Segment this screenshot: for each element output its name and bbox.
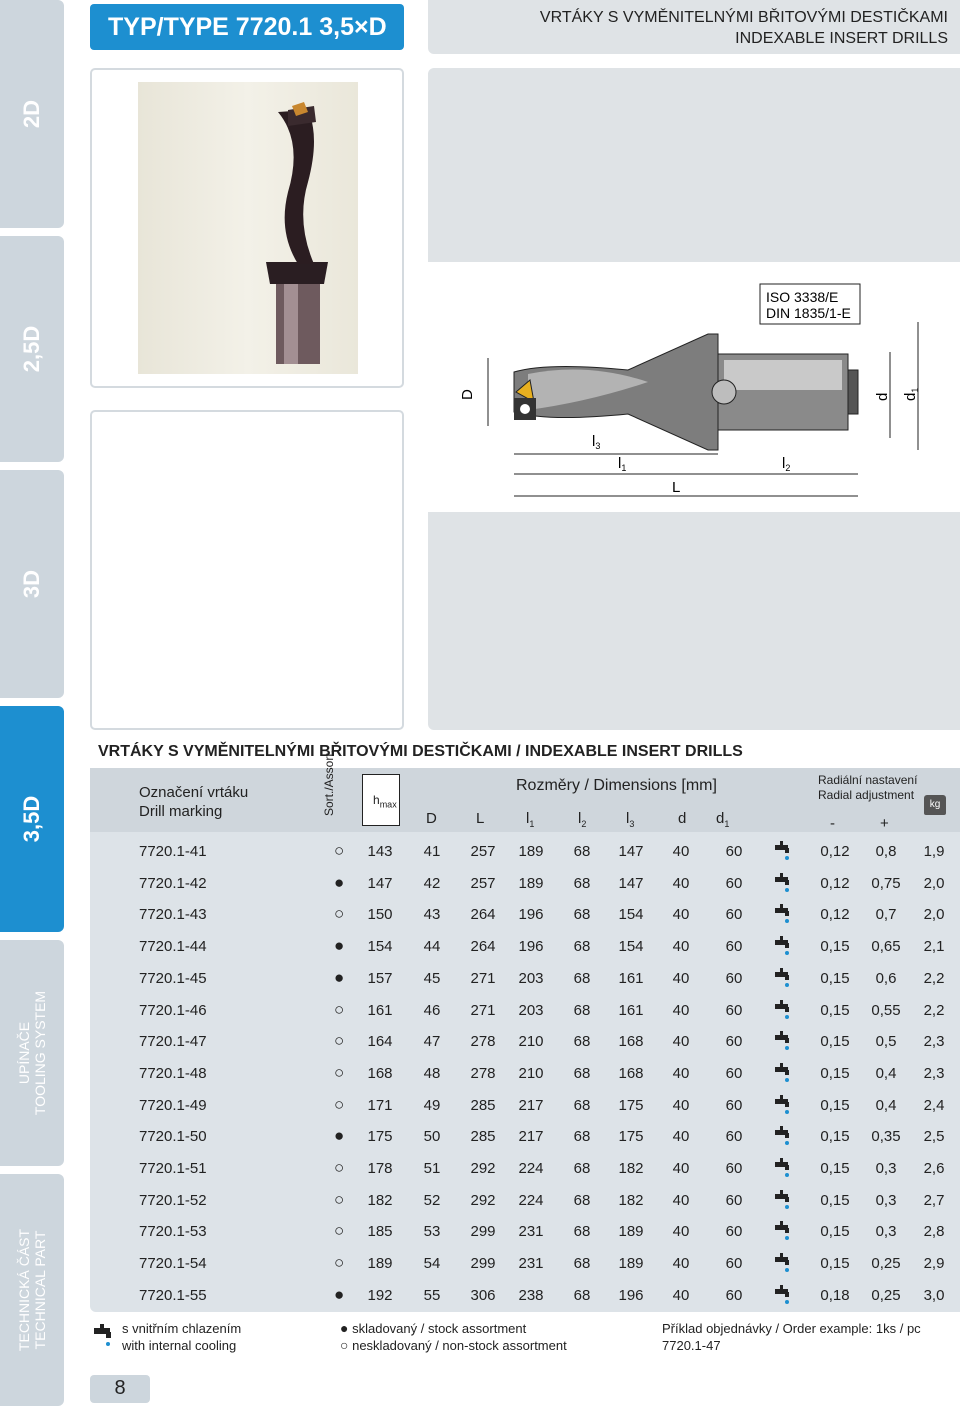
side-tab-3d[interactable]: [0, 470, 64, 698]
drill-marking: 7720.1-50: [139, 1128, 207, 1146]
cell-l3: 189: [618, 1223, 644, 1241]
cell-d1: 60: [725, 1001, 743, 1019]
header-l2: $l_2$: [578, 810, 587, 829]
cell-kg: 2,1: [923, 938, 945, 956]
table-row: [90, 1058, 960, 1090]
cell-D: 55: [423, 1286, 441, 1304]
cell-L: 285: [470, 1096, 496, 1114]
cell-minus: 0,15: [820, 1001, 850, 1019]
nonstock-circle-icon: ○: [334, 999, 345, 1019]
drill-marking: 7720.1-45: [139, 969, 207, 987]
cell-l1: 189: [518, 843, 544, 860]
kg-icon: kg: [924, 795, 946, 815]
cell-l3: 175: [618, 1096, 644, 1114]
cell-d1: 60: [725, 938, 743, 956]
cell-L: 271: [470, 1001, 496, 1019]
dimensions-title: Rozměry / Dimensions [mm]: [516, 777, 717, 794]
cell-h: 143: [367, 843, 393, 860]
cell-d1: 60: [725, 1160, 743, 1177]
cell-l2: 68: [573, 1033, 591, 1051]
cell-plus: 0,25: [871, 1255, 901, 1273]
coolant-tap-icon: [774, 1284, 794, 1310]
cell-d: 40: [672, 1286, 690, 1304]
drill-marking: 7720.1-55: [139, 1286, 207, 1304]
cell-D: 53: [423, 1223, 441, 1241]
cell-l1: 217: [518, 1096, 544, 1114]
cell-l1: 203: [518, 969, 544, 987]
iso-line2: DIN 1835/1-E: [766, 305, 851, 321]
drill-marking: 7720.1-49: [139, 1096, 207, 1114]
cell-h: 171: [367, 1096, 393, 1114]
page-number: 8: [90, 1375, 150, 1403]
cell-L: 299: [470, 1255, 496, 1273]
col-marking-en: Drill marking: [139, 803, 223, 820]
cell-plus: 0,4: [875, 1064, 897, 1082]
table-row: [90, 1121, 960, 1153]
nonstock-circle-icon: ○: [334, 1189, 345, 1209]
cell-h: 178: [367, 1160, 393, 1177]
header-caption-en: INDEXABLE INSERT DRILLS: [735, 30, 948, 47]
cell-L: 292: [470, 1160, 496, 1177]
drill-marking: 7720.1-54: [139, 1255, 207, 1273]
cell-D: 50: [423, 1128, 441, 1146]
cell-h: 189: [367, 1255, 393, 1273]
table-row: [90, 1090, 960, 1122]
drill-marking: 7720.1-53: [139, 1223, 207, 1241]
side-tab-2d-label: 2D: [19, 99, 44, 129]
cell-d: 40: [672, 969, 690, 987]
cell-d1: 60: [725, 1128, 743, 1146]
side-tab-2d[interactable]: [0, 0, 64, 228]
drill-marking: 7720.1-41: [139, 843, 207, 860]
cell-kg: 2,0: [923, 906, 945, 924]
cell-minus: 0,12: [820, 906, 850, 924]
cell-plus: 0,75: [871, 874, 901, 892]
cell-l3: 182: [618, 1160, 644, 1177]
dim-D: D: [459, 389, 476, 400]
coolant-tap-icon: [774, 1189, 794, 1215]
cell-L: 264: [470, 938, 496, 956]
cell-l1: 210: [518, 1064, 544, 1082]
nonstock-circle-icon: ○: [334, 1158, 345, 1177]
nonstock-circle-icon: ○: [334, 904, 345, 924]
cooling-cz: s vnitřním chlazením: [122, 1321, 242, 1336]
cell-d1: 60: [725, 906, 743, 924]
dim-l1: $l_1$: [618, 455, 627, 473]
cell-kg: 2,2: [923, 969, 945, 987]
cell-D: 52: [423, 1191, 441, 1209]
cell-L: 292: [470, 1191, 496, 1209]
header-d1: $d_1$: [716, 810, 730, 829]
cell-D: 49: [423, 1096, 441, 1114]
cell-h: 147: [367, 874, 393, 892]
blank-panel: [90, 410, 404, 730]
cell-l2: 68: [573, 1191, 591, 1209]
cell-l3: 154: [618, 938, 644, 956]
cell-d: 40: [672, 1033, 690, 1051]
cell-l3: 196: [618, 1286, 644, 1304]
order-example: Příklad objednávky / Order example: 1ks / pc 7720.1-47: [662, 1321, 921, 1353]
cell-l3: 168: [618, 1033, 644, 1051]
cell-D: 46: [423, 1001, 441, 1019]
table-row: [90, 931, 960, 963]
nonstock-circle-icon: ○: [334, 1221, 345, 1241]
cell-l2: 68: [573, 1096, 591, 1114]
cell-l1: 231: [518, 1255, 544, 1273]
side-tab-tooling[interactable]: [0, 940, 64, 1166]
cell-l2: 68: [573, 874, 591, 892]
iso-line1: ISO 3338/E: [766, 289, 839, 305]
cell-l2: 68: [573, 1128, 591, 1146]
product-photo: [138, 82, 358, 374]
cell-l3: 161: [618, 969, 644, 987]
table-row: [90, 1248, 960, 1280]
cell-plus: 0,3: [875, 1223, 897, 1241]
cell-l3: 154: [618, 906, 644, 924]
table-row: [90, 868, 960, 900]
cell-L: 306: [470, 1286, 496, 1304]
cell-l1: 210: [518, 1033, 544, 1051]
cell-kg: 1,9: [923, 843, 945, 860]
table-row: [90, 1185, 960, 1217]
cell-minus: 0,15: [820, 1096, 850, 1114]
cell-d1: 60: [725, 843, 743, 860]
cooling-legend: [122, 1320, 241, 1354]
cell-d: 40: [672, 906, 690, 924]
coolant-tap-icon: [774, 840, 794, 866]
dim-d1: $d_1$: [902, 387, 920, 401]
col-hmax: $h_{max}$: [362, 774, 400, 826]
drill-marking: 7720.1-47: [139, 1033, 207, 1051]
cell-L: 257: [470, 874, 496, 892]
header-D: D: [426, 810, 437, 827]
stock-legend-item: ● skladovaný / stock assortment: [340, 1320, 527, 1336]
cell-plus: 0,4: [875, 1096, 897, 1114]
cell-kg: 2,5: [923, 1128, 945, 1146]
cell-l3: 182: [618, 1191, 644, 1209]
drill-marking: 7720.1-52: [139, 1191, 207, 1209]
cell-d: 40: [672, 1191, 690, 1209]
cell-d1: 60: [725, 874, 743, 892]
cell-D: 44: [423, 938, 441, 956]
cell-d: 40: [672, 843, 690, 860]
cell-kg: 2,6: [923, 1160, 945, 1177]
cell-l2: 68: [573, 1160, 591, 1177]
col-marking-cz: Označení vrtáku: [139, 784, 249, 801]
side-tab-35d-label: 3,5D: [18, 795, 44, 843]
coolant-tap-icon: [774, 1030, 794, 1056]
drill-marking: 7720.1-46: [139, 1001, 207, 1019]
cell-D: 47: [423, 1033, 441, 1051]
cell-l1: 196: [518, 906, 544, 924]
cell-d: 40: [672, 1096, 690, 1114]
table-row: [90, 995, 960, 1027]
table-heading: VRTÁKY S VYMĚNITELNÝMI BŘITOVÝMI DESTIČKAMI / INDEXABLE INSERT DRILLS: [98, 743, 743, 760]
cell-kg: 2,7: [923, 1191, 945, 1209]
cell-l3: 161: [618, 1001, 644, 1019]
cell-minus: 0,18: [820, 1286, 850, 1304]
cell-L: 264: [470, 906, 496, 924]
cell-plus: 0,8: [875, 843, 897, 860]
side-tab-technical-label: TECHNICKÁ ČÁST TECHNICAL PART: [16, 1228, 48, 1352]
cell-d: 40: [672, 1128, 690, 1146]
cell-L: 271: [470, 969, 496, 987]
dim-L: L: [672, 479, 681, 496]
cell-l2: 68: [573, 1286, 591, 1304]
coolant-tap-icon: [774, 1220, 794, 1246]
cell-D: 42: [423, 874, 441, 892]
cell-minus: 0,15: [820, 1223, 850, 1241]
cell-minus: 0,15: [820, 1128, 850, 1146]
drill-marking: 7720.1-51: [139, 1160, 207, 1177]
cell-minus: 0,12: [820, 843, 850, 860]
nonstock-circle-icon: ○: [334, 1062, 345, 1082]
dim-l3: $l_3$: [592, 433, 601, 451]
table-row: [90, 1216, 960, 1248]
cell-l1: 203: [518, 1001, 544, 1019]
cell-d: 40: [672, 938, 690, 956]
table-row: [90, 1280, 960, 1312]
header-L: L: [476, 810, 485, 827]
cell-plus: 0,3: [875, 1160, 897, 1177]
table-row: [90, 1026, 960, 1058]
cell-D: 43: [423, 906, 441, 924]
cell-d1: 60: [725, 1286, 743, 1304]
cell-h: 168: [367, 1064, 393, 1082]
cell-l2: 68: [573, 843, 591, 860]
cell-d: 40: [672, 1001, 690, 1019]
cell-D: 45: [423, 969, 441, 987]
coolant-tap-icon: [774, 967, 794, 993]
coolant-tap-icon: [774, 1094, 794, 1120]
coolant-tap-icon: [774, 999, 794, 1025]
cell-minus: 0,15: [820, 938, 850, 956]
cell-plus: 0,5: [875, 1033, 897, 1051]
cell-h: 164: [367, 1033, 393, 1051]
radial-cz: Radiální nastavení: [818, 773, 918, 787]
header-minus: -: [830, 815, 835, 832]
col-assort: Sort./Assort.: [322, 749, 336, 816]
cell-l2: 68: [573, 1064, 591, 1082]
cell-d1: 60: [725, 1191, 743, 1209]
cell-l3: 147: [618, 843, 644, 860]
side-tab-35d[interactable]: [0, 706, 64, 932]
cell-d: 40: [672, 1064, 690, 1082]
cell-minus: 0,15: [820, 1064, 850, 1082]
cell-h: 150: [367, 906, 393, 924]
coolant-tap-icon: [774, 903, 794, 929]
cell-d1: 60: [725, 1223, 743, 1241]
table-row: [90, 899, 960, 931]
drill-marking: 7720.1-48: [139, 1064, 207, 1082]
cell-l2: 68: [573, 1255, 591, 1273]
cell-kg: 2,2: [923, 1001, 945, 1019]
cell-D: 41: [423, 843, 441, 860]
cell-L: 278: [470, 1033, 496, 1051]
cell-d: 40: [672, 874, 690, 892]
cell-kg: 2,3: [923, 1033, 945, 1051]
table-row: [90, 836, 960, 868]
nonstock-circle-icon: ○: [334, 841, 345, 860]
cell-l1: 224: [518, 1160, 544, 1177]
coolant-tap-icon: [774, 935, 794, 961]
coolant-tap-icon: [774, 1062, 794, 1088]
cell-D: 48: [423, 1064, 441, 1082]
cell-plus: 0,25: [871, 1286, 901, 1304]
stock-dot-icon: ●: [334, 872, 345, 892]
cell-d1: 60: [725, 1096, 743, 1114]
cell-d: 40: [672, 1223, 690, 1241]
cell-l3: 175: [618, 1128, 644, 1146]
side-tab-3d-label: 3D: [19, 569, 44, 599]
cell-h: 182: [367, 1191, 393, 1209]
cell-L: 278: [470, 1064, 496, 1082]
drill-marking: 7720.1-43: [139, 906, 207, 924]
cell-l2: 68: [573, 969, 591, 987]
table-row: [90, 963, 960, 995]
nonstock-circle-icon: ○: [334, 1253, 345, 1273]
cell-d1: 60: [725, 1064, 743, 1082]
cell-minus: 0,12: [820, 874, 850, 892]
cell-d1: 60: [725, 1255, 743, 1273]
cell-d: 40: [672, 1160, 690, 1177]
cell-plus: 0,55: [871, 1001, 901, 1019]
stock-dot-icon: ●: [334, 1284, 345, 1304]
cooling-en: with internal cooling: [122, 1338, 237, 1353]
side-tab-25d[interactable]: [0, 236, 64, 462]
coolant-tap-icon: [774, 1157, 794, 1183]
cell-d1: 60: [725, 1033, 743, 1051]
cell-plus: 0,3: [875, 1191, 897, 1209]
cell-kg: 2,0: [923, 874, 945, 892]
dim-d: d: [874, 392, 891, 401]
header-plus: +: [880, 815, 889, 832]
cell-D: 51: [423, 1160, 441, 1177]
cell-h: 185: [367, 1223, 393, 1241]
radial-en: Radial adjustment: [818, 788, 915, 802]
cell-plus: 0,6: [875, 969, 897, 987]
cell-h: 157: [367, 969, 393, 987]
cell-D: 54: [423, 1255, 441, 1273]
header-caption: [428, 0, 960, 54]
drill-marking: 7720.1-42: [139, 874, 207, 892]
stock-legend: [340, 1320, 567, 1354]
cell-l1: 224: [518, 1191, 544, 1209]
cell-l2: 68: [573, 906, 591, 924]
cell-kg: 2,4: [923, 1096, 945, 1114]
dim-l2: $l_2$: [782, 455, 791, 473]
cell-kg: 3,0: [923, 1286, 945, 1304]
header-l1: $l_1$: [526, 810, 535, 829]
cell-h: 161: [367, 1001, 393, 1019]
cell-l1: 217: [518, 1128, 544, 1146]
header-caption-cz: VRTÁKY S VYMĚNITELNÝMI BŘITOVÝMI DESTIČKAMI: [539, 9, 948, 26]
cell-l1: 196: [518, 938, 544, 956]
coolant-tap-icon: [774, 1125, 794, 1151]
cell-d: 40: [672, 1255, 690, 1273]
cell-kg: 2,3: [923, 1064, 945, 1082]
page-title: TYP/TYPE 7720.1 3,5×D: [90, 4, 404, 50]
nonstock-legend-item: ○ neskladovaný / non-stock assortment: [340, 1337, 567, 1353]
cell-l1: 231: [518, 1223, 544, 1241]
product-photo-frame: [90, 68, 404, 388]
cell-h: 154: [367, 938, 393, 956]
cell-minus: 0,15: [820, 1160, 850, 1177]
header-l3: $l_3$: [626, 810, 635, 829]
cell-l1: 189: [518, 874, 544, 892]
cell-l2: 68: [573, 1001, 591, 1019]
cell-l2: 68: [573, 938, 591, 956]
coolant-tap-icon: [92, 1322, 116, 1348]
cell-h: 175: [367, 1128, 393, 1146]
cell-l3: 189: [618, 1255, 644, 1273]
coolant-tap-icon: [774, 872, 794, 898]
cell-minus: 0,15: [820, 969, 850, 987]
stock-dot-icon: ●: [334, 936, 345, 956]
nonstock-circle-icon: ○: [334, 1094, 345, 1114]
stock-dot-icon: ●: [334, 1126, 345, 1146]
cell-kg: 2,9: [923, 1255, 945, 1273]
side-tab-25d-label: 2,5D: [18, 325, 44, 373]
side-tab-technical[interactable]: [0, 1174, 64, 1406]
side-tab-tooling-label: UPÍNAČE TOOLING SYSTEM: [16, 990, 48, 1116]
header-d: d: [678, 810, 687, 827]
cell-l2: 68: [573, 1223, 591, 1241]
stock-dot-icon: ●: [334, 967, 345, 987]
cell-L: 299: [470, 1223, 496, 1241]
cell-minus: 0,15: [820, 1255, 850, 1273]
cell-L: 257: [470, 843, 496, 860]
cell-l3: 147: [618, 874, 644, 892]
cell-minus: 0,15: [820, 1033, 850, 1051]
cell-plus: 0,35: [871, 1128, 901, 1146]
cell-kg: 2,8: [923, 1223, 945, 1241]
drill-marking: 7720.1-44: [139, 938, 207, 956]
cell-minus: 0,15: [820, 1191, 850, 1209]
cell-plus: 0,7: [875, 906, 897, 924]
cell-L: 285: [470, 1128, 496, 1146]
cell-d1: 60: [725, 969, 743, 987]
cell-l3: 168: [618, 1064, 644, 1082]
technical-drawing: [428, 262, 960, 512]
cell-l1: 238: [518, 1286, 544, 1304]
table-row: [90, 1153, 960, 1185]
cell-plus: 0,65: [871, 938, 901, 956]
coolant-tap-icon: [774, 1252, 794, 1278]
nonstock-circle-icon: ○: [334, 1031, 345, 1051]
cell-h: 192: [367, 1286, 393, 1304]
